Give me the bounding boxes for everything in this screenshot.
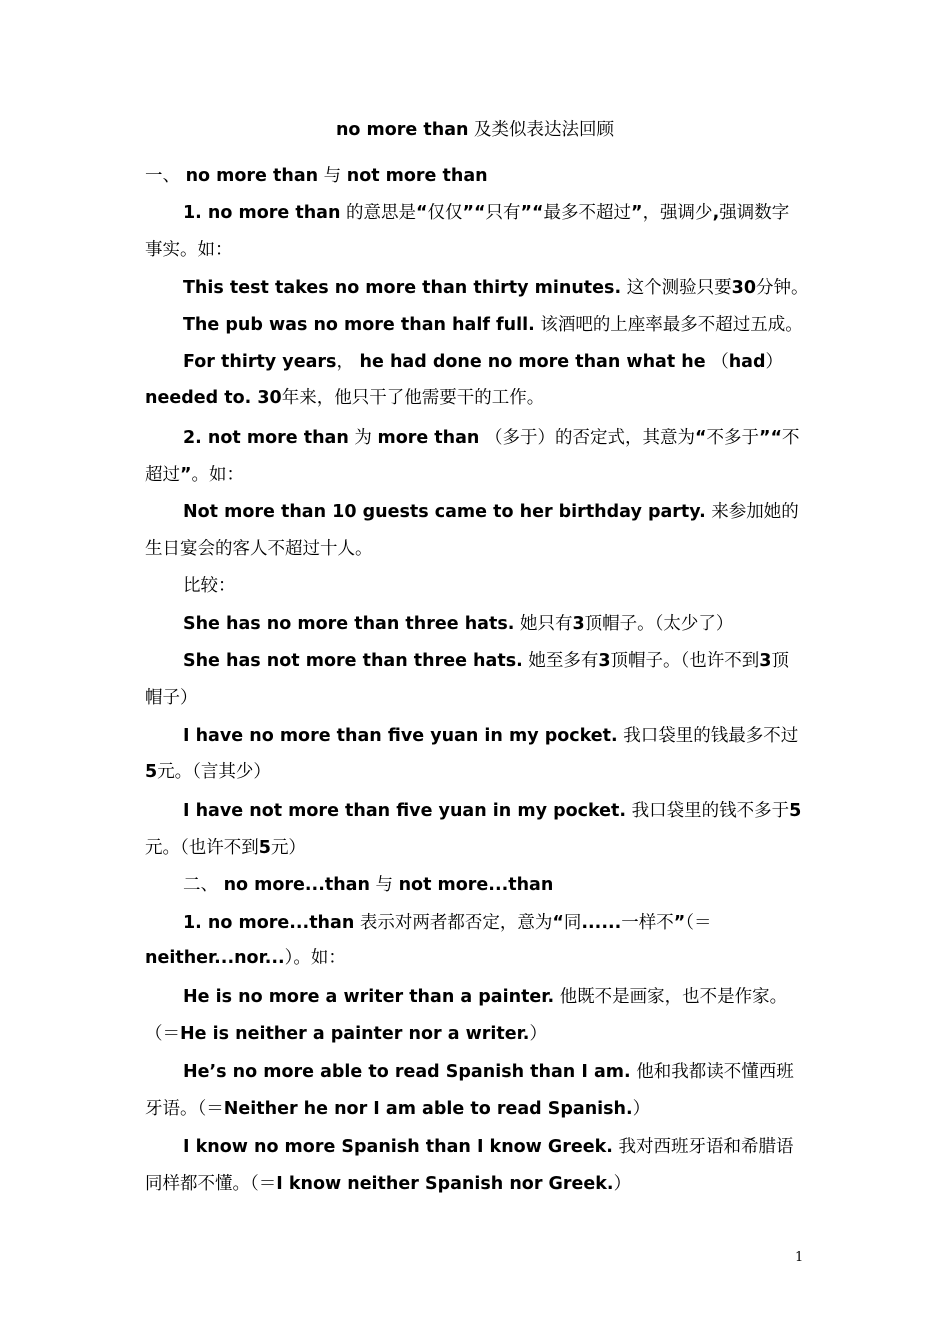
- plain-text: 超过: [145, 465, 180, 485]
- example-sentence: [183, 724, 810, 748]
- plain-text: （多于）的否定式，其意为: [479, 428, 695, 448]
- example-sentence: [183, 276, 810, 300]
- bold-text: She has not more than three hats.: [183, 651, 523, 671]
- plain-text: （: [705, 352, 729, 372]
- bold-text: 5: [789, 801, 802, 821]
- paragraph-line: [145, 946, 810, 970]
- plain-text: 为: [348, 428, 378, 448]
- bold-text: ”: [180, 465, 192, 485]
- plain-text: ）: [765, 352, 784, 372]
- section-heading-2: [183, 873, 810, 897]
- paragraph-line: [183, 201, 810, 225]
- example-sentence: [183, 1060, 810, 1084]
- plain-text: 牙语。（＝: [145, 1099, 224, 1119]
- example-sentence: [145, 537, 810, 561]
- plain-text: 生日宴会的客人不超过十人。: [145, 539, 373, 559]
- bold-text: ”: [631, 203, 643, 223]
- example-sentence: [145, 760, 810, 784]
- bold-text: 3: [759, 651, 772, 671]
- plain-text: ）。如：: [284, 948, 346, 968]
- plain-text: 同样都不懂。（＝: [145, 1174, 277, 1194]
- plain-text: 顶帽子。（也许不到: [610, 651, 760, 671]
- plain-text: 顶帽子。（太少了）: [584, 614, 734, 634]
- bold-text: He’s no more able to read Spanish than I am.: [183, 1062, 631, 1082]
- plain-text: 我口袋里的钱最多不过: [617, 726, 799, 746]
- bold-text: Neither he nor I am able to read Spanish.: [223, 1099, 633, 1119]
- plain-text: 我口袋里的钱不多于: [626, 801, 790, 821]
- plain-text: 强调数字: [719, 203, 790, 223]
- bold-text: 3: [572, 614, 585, 634]
- plain-text: 二、: [183, 875, 224, 895]
- bold-text: ”: [673, 913, 686, 933]
- bold-text: “: [416, 203, 428, 223]
- bold-text: 5: [258, 838, 271, 858]
- bold-text: I know no more Spanish than I know Greek.: [183, 1137, 613, 1157]
- bold-text: This test takes no more than thirty minutes.: [183, 278, 622, 298]
- example-sentence: [183, 985, 810, 1009]
- paragraph-line: [145, 463, 810, 487]
- plain-text: 帽子）: [145, 688, 198, 708]
- bold-text: not more...than: [398, 875, 554, 895]
- bold-text: He is no more a writer than a painter.: [183, 987, 555, 1007]
- section-heading-1: [145, 164, 810, 188]
- bold-text: He is neither a painter nor a writer.: [180, 1024, 530, 1044]
- plain-text: 元。（也许不到: [145, 838, 259, 858]
- bold-text: 30: [731, 278, 757, 298]
- plain-text: 仅仅: [427, 203, 463, 223]
- bold-text: The pub was no more than half full.: [183, 315, 535, 335]
- example-sentence: [183, 799, 810, 823]
- plain-text: 顶: [771, 651, 789, 671]
- plain-text: 比较：: [183, 576, 236, 596]
- plain-text: （＝: [685, 913, 712, 933]
- bold-text: Not more than 10 guests came to her birthday party.: [183, 502, 706, 522]
- plain-text: 的意思是: [340, 203, 416, 223]
- plain-text: 他和我都读不懂西班: [630, 1062, 794, 1082]
- example-sentence: [145, 1097, 810, 1121]
- plain-text: 与: [318, 166, 347, 186]
- bold-text: ,: [712, 203, 720, 223]
- title-english: no more than: [335, 120, 469, 140]
- bold-text: needed to. 30: [145, 388, 282, 408]
- example-sentence: [183, 612, 810, 636]
- bold-text: neither...nor...: [145, 948, 285, 968]
- example-sentence: [183, 313, 810, 337]
- plain-text: 最多不超过: [543, 203, 632, 223]
- plain-text: ，: [336, 352, 360, 372]
- example-sentence: [145, 1172, 810, 1196]
- bold-text: “: [552, 913, 564, 933]
- example-sentence: [145, 1022, 810, 1046]
- bold-text: For thirty years: [183, 352, 337, 372]
- plain-text: 不多于: [706, 428, 759, 448]
- example-sentence: [183, 350, 810, 374]
- plain-text: 她至多有: [522, 651, 599, 671]
- plain-text: 她只有: [514, 614, 573, 634]
- comparison-label: [183, 574, 810, 598]
- bold-text: She has no more than three hats.: [183, 614, 515, 634]
- paragraph-line: [183, 426, 810, 450]
- bold-text: ”“: [462, 203, 486, 223]
- plain-text: ）: [632, 1099, 651, 1119]
- example-sentence: [183, 500, 810, 524]
- example-sentence: [145, 836, 810, 860]
- plain-text: 他既不是画家，也不是作家。: [554, 987, 788, 1007]
- bold-text: “: [694, 428, 707, 448]
- bold-text: more than: [377, 428, 480, 448]
- plain-text: 来参加她的: [705, 502, 799, 522]
- paragraph-line: [145, 238, 810, 262]
- plain-text: ）: [529, 1024, 547, 1044]
- plain-text: 只有: [485, 203, 521, 223]
- plain-text: 元）: [270, 838, 306, 858]
- bold-text: I know neither Spanish nor Greek.: [276, 1174, 614, 1194]
- example-sentence: [183, 1135, 810, 1159]
- plain-text: ）: [613, 1174, 632, 1194]
- example-sentence: [145, 386, 810, 410]
- bold-text: 1. no more than: [183, 203, 341, 223]
- example-sentence: [183, 649, 810, 673]
- bold-text: no more than: [185, 166, 319, 186]
- bold-text: 1. no more...than: [183, 913, 355, 933]
- bold-text: ”“: [758, 428, 782, 448]
- bold-text: no more...than: [223, 875, 370, 895]
- plain-text: 元。（言其少）: [157, 762, 271, 782]
- title-chinese: 及类似表达法回顾: [468, 120, 615, 140]
- plain-text: 这个测验只要: [621, 278, 732, 298]
- plain-text: 该酒吧的上座率最多不超过五成。: [534, 315, 803, 335]
- plain-text: 年来，他只干了他需要干的工作。: [281, 388, 545, 408]
- bold-text: not more than: [346, 166, 488, 186]
- bold-text: 3: [598, 651, 611, 671]
- bold-text: 5: [145, 762, 158, 782]
- plain-text: 。如：: [191, 465, 245, 485]
- bold-text: he had done no more than what he: [359, 352, 706, 372]
- plain-text: （＝: [145, 1024, 180, 1044]
- plain-text: 一、: [145, 166, 186, 186]
- bold-text: ”“: [520, 203, 544, 223]
- plain-text: 一样不: [621, 913, 674, 933]
- bold-text: I have no more than five yuan in my pocket.: [183, 726, 618, 746]
- plain-text: 事实。如：: [145, 240, 233, 260]
- plain-text: ，强调少: [642, 203, 713, 223]
- plain-text: 我对西班牙语和希腊语: [612, 1137, 794, 1157]
- document-title: [0, 118, 950, 142]
- bold-text: had: [728, 352, 766, 372]
- plain-text: 与: [369, 875, 399, 895]
- bold-text: I have not more than five yuan in my pocket.: [183, 801, 627, 821]
- plain-text: 表示对两者都否定，意为: [354, 913, 553, 933]
- paragraph-line: [183, 911, 810, 935]
- plain-text: 同: [563, 913, 582, 933]
- example-sentence: [145, 686, 810, 710]
- bold-text: ......: [581, 913, 622, 933]
- plain-text: 分钟。: [756, 278, 809, 298]
- plain-text: 不: [782, 428, 800, 448]
- bold-text: 2. not more than: [183, 428, 349, 448]
- page-number: 1: [795, 1250, 804, 1265]
